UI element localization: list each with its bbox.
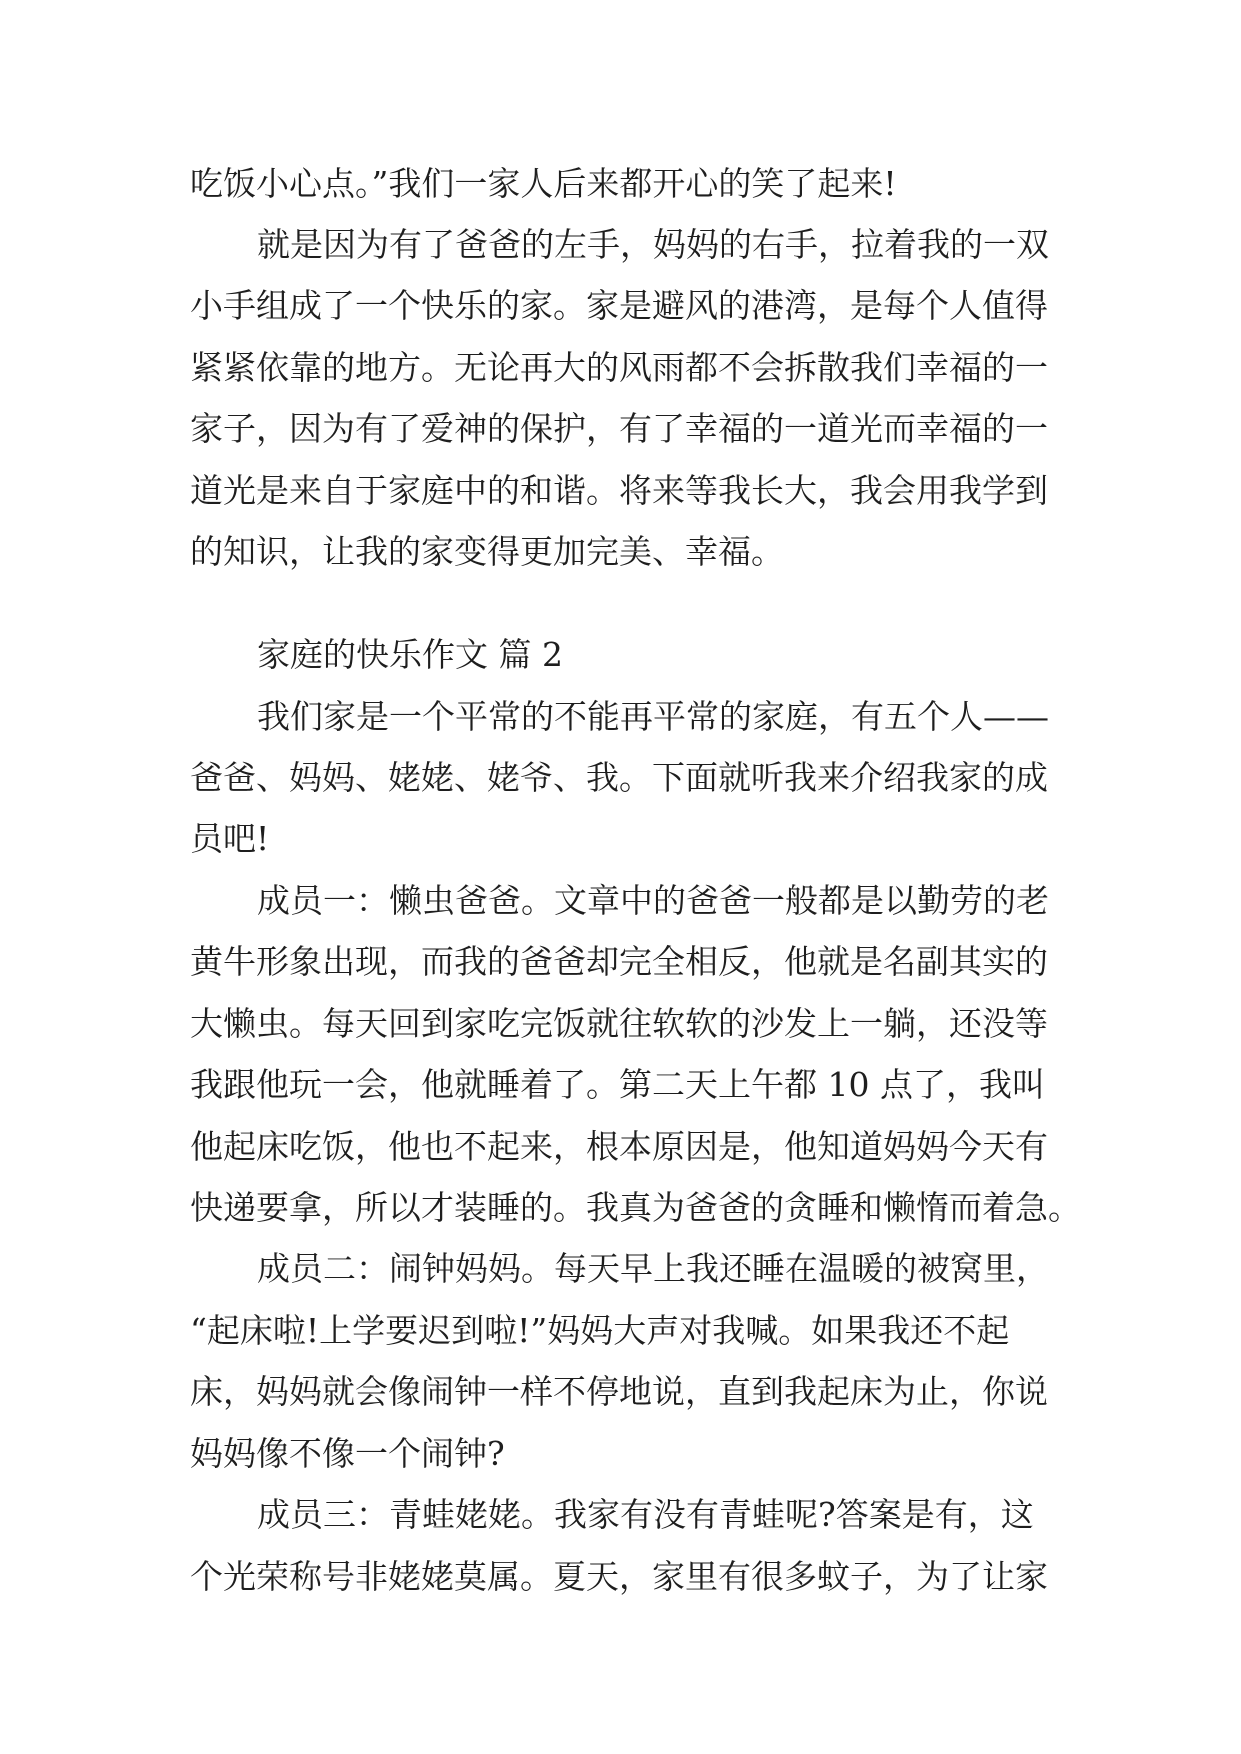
text-line: 他起床吃饭，他也不起来，根本原因是，他知道妈妈今天有 [190, 1127, 1048, 1166]
text-line: 吃饭小心点。”我们一家人后来都开心的笑了起来! [190, 164, 897, 203]
text-line: 家子，因为有了爱神的保护，有了幸福的一道光而幸福的一 [190, 409, 1048, 448]
text-line: 黄牛形象出现，而我的爸爸却完全相反，他就是名副其实的 [190, 942, 1048, 981]
text-line: 妈妈像不像一个闹钟? [190, 1434, 505, 1473]
text-line: 个光荣称号非姥姥莫属。夏天，家里有很多蚊子，为了让家 [190, 1557, 1048, 1596]
text-line: “起床啦!上学要迟到啦!”妈妈大声对我喊。如果我还不起 [190, 1311, 1010, 1350]
paragraph-start-line: 成员一：懒虫爸爸。文章中的爸爸一般都是以勤劳的老 [257, 881, 1049, 920]
text-line: 员吧! [190, 819, 270, 858]
text-line: 快递要拿，所以才装睡的。我真为爸爸的贪睡和懒惰而着急。 [190, 1188, 1081, 1227]
paragraph-start-line: 我们家是一个平常的不能再平常的家庭，有五个人—— [257, 697, 1049, 736]
paragraph-start-line: 就是因为有了爸爸的左手，妈妈的右手，拉着我的一双 [257, 225, 1049, 264]
text-line: 我跟他玩一会，他就睡着了。第二天上午都 10 点了，我叫 [190, 1065, 1045, 1104]
text-line: 道光是来自于家庭中的和谐。将来等我长大，我会用我学到 [190, 471, 1048, 510]
text-line: 大懒虫。每天回到家吃完饭就往软软的沙发上一躺，还没等 [190, 1004, 1048, 1043]
text-line: 床，妈妈就会像闹钟一样不停地说，直到我起床为止，你说 [190, 1372, 1048, 1411]
text-line: 紧紧依靠的地方。无论再大的风雨都不会拆散我们幸福的一 [190, 348, 1048, 387]
section-heading: 家庭的快乐作文 篇 2 [257, 635, 563, 674]
paragraph-start-line: 成员三：青蛙姥姥。我家有没有青蛙呢?答案是有，这 [257, 1495, 1034, 1534]
text-line: 小手组成了一个快乐的家。家是避风的港湾，是每个人值得 [190, 286, 1048, 325]
text-line: 爸爸、妈妈、姥姥、姥爷、我。下面就听我来介绍我家的成 [190, 758, 1048, 797]
text-line: 的知识，让我的家变得更加完美、幸福。 [190, 532, 784, 571]
paragraph-start-line: 成员二：闹钟妈妈。每天早上我还睡在温暖的被窝里， [257, 1249, 1049, 1288]
